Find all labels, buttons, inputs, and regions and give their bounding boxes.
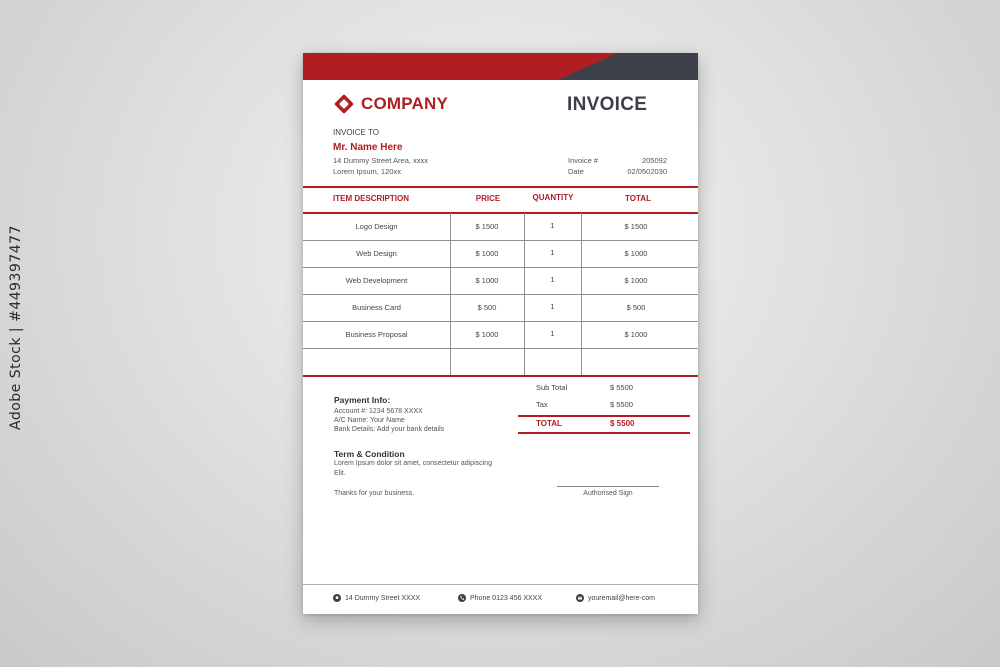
- signature-line: [557, 486, 659, 487]
- footer-rule: [303, 584, 698, 585]
- invoice-meta-values: [619, 155, 667, 177]
- date-label: Date: [568, 167, 584, 176]
- phone-icon: [458, 594, 466, 602]
- footer-address: [333, 594, 420, 602]
- row-divider: [303, 348, 698, 349]
- subtotal-label: Sub Total: [536, 383, 568, 392]
- total-value: $ 5500: [610, 419, 635, 428]
- footer-email-text: youremail@here-com: [588, 594, 656, 602]
- payment-account: Account #: 1234 5678 XXXX: [334, 408, 423, 415]
- address-line-2: Lorem Ipsum, 120xx: [333, 167, 401, 176]
- invoice-number-label: Invoice #: [568, 156, 599, 165]
- payment-info-title: Payment Info:: [334, 395, 391, 405]
- table-bottom-rule: [303, 375, 698, 377]
- totals-rule: [518, 415, 690, 417]
- cell-total: $ 500: [626, 303, 646, 312]
- thanks-text: Thanks for your business.: [334, 490, 415, 497]
- footer-address-text: 14 Dummy Street XXXX: [345, 594, 421, 602]
- header-banner: [303, 53, 698, 80]
- header-quantity: QUANTITY: [532, 193, 574, 202]
- location-icon: [333, 594, 341, 602]
- diamond-logo-icon: [333, 93, 355, 115]
- footer-phone-text: Phone 0123 456 XXXX: [470, 594, 543, 602]
- recipient-name: Mr. Name Here: [333, 142, 403, 153]
- header-item-description: ITEM DESCRIPTION: [333, 194, 410, 203]
- terms-title: Term & Condition: [334, 449, 405, 459]
- row-divider: [303, 267, 698, 268]
- row-divider: [303, 240, 698, 241]
- payment-bank-details: Bank Details: Add your bank details: [334, 426, 445, 433]
- recipient-address: [333, 155, 428, 177]
- terms-text: Lorem Ipsum dolor sit amet, consectetur adipiscing Elit.: [334, 460, 492, 477]
- cell-quantity: 1: [550, 329, 555, 338]
- table-header-rule: [303, 212, 698, 214]
- cell-quantity: 1: [550, 275, 555, 284]
- cell-price: $ 1000: [475, 276, 499, 285]
- stock-id-label: Adobe Stock | #449397477: [8, 225, 24, 430]
- email-icon: [576, 594, 584, 602]
- subtotal-value: $ 5500: [610, 383, 633, 392]
- row-divider: [303, 321, 698, 322]
- cell-quantity: 1: [550, 248, 555, 257]
- cell-description: Logo Design: [355, 222, 398, 231]
- invoice-title: INVOICE: [567, 94, 648, 115]
- cell-price: $ 1000: [475, 330, 499, 339]
- signature-label: Authorised Sign: [583, 490, 633, 497]
- tax-value: $ 5500: [610, 400, 633, 409]
- table-top-rule: [303, 186, 698, 188]
- cell-total: $ 1000: [624, 249, 648, 258]
- cell-description: Business Proposal: [345, 330, 408, 339]
- cell-description: Web Development: [345, 276, 408, 285]
- row-divider: [303, 294, 698, 295]
- cell-price: $ 1000: [475, 249, 499, 258]
- cell-price: $ 500: [477, 303, 497, 312]
- cell-quantity: 1: [550, 302, 555, 311]
- cell-price: $ 1500: [475, 222, 499, 231]
- footer-email: [576, 594, 655, 602]
- address-line-1: 14 Dummy Street Area, xxxx: [333, 156, 429, 165]
- invoice-sheet: [303, 53, 698, 614]
- cell-description: Web Design: [356, 249, 397, 258]
- total-label: TOTAL: [536, 419, 562, 428]
- cell-total: $ 1500: [624, 222, 648, 231]
- company-logo: [333, 93, 448, 115]
- cell-total: $ 1000: [624, 276, 648, 285]
- tax-label: Tax: [536, 400, 548, 409]
- invoice-meta-labels: [568, 155, 598, 177]
- cell-total: $ 1000: [624, 330, 648, 339]
- header-total: TOTAL: [625, 194, 651, 203]
- cell-quantity: 1: [550, 221, 555, 230]
- header-price: PRICE: [475, 194, 501, 203]
- date-value: 02/0502030: [627, 167, 667, 176]
- totals-rule: [518, 432, 690, 434]
- invoice-number-value: 205092: [641, 156, 667, 165]
- invoice-to-label: INVOICE TO: [333, 128, 379, 137]
- company-name: COMPANY: [361, 94, 449, 113]
- payment-ac-name: A/C Name: Your Name: [334, 417, 405, 424]
- footer-phone: [458, 594, 542, 602]
- cell-description: Business Card: [352, 303, 401, 312]
